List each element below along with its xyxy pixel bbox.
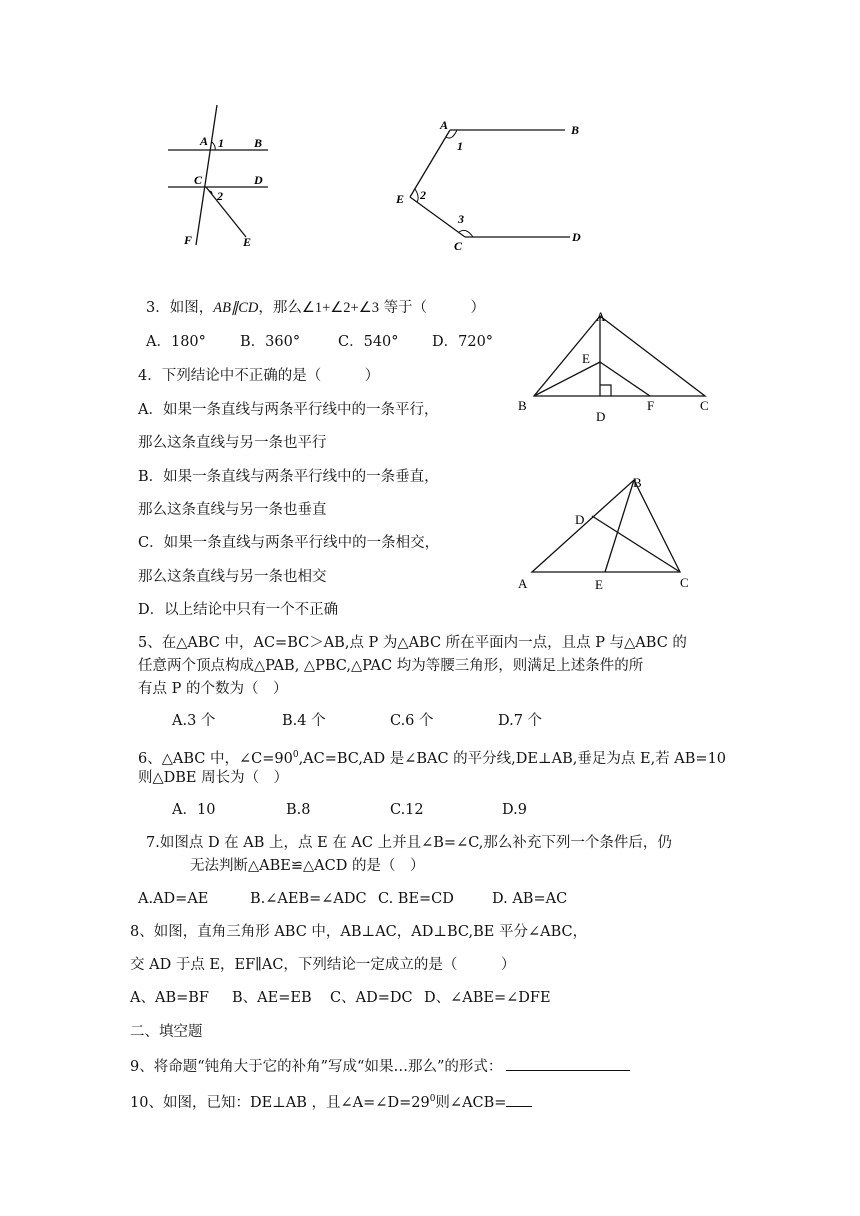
q6-option-d: D.9	[502, 802, 527, 818]
q5-option-b: B.4 个	[282, 713, 326, 729]
label-E: E	[396, 192, 405, 206]
q4-line-6: 那么这条直线与另一条也相交	[138, 569, 327, 585]
label-B: B	[571, 123, 580, 137]
q3-stem-mid: ，那么	[258, 300, 302, 316]
label-1: 1	[218, 136, 224, 150]
q5-option-d: D.7 个	[498, 713, 543, 729]
q8-option-d: D、∠ABE=∠DFE	[424, 990, 551, 1006]
figure-zigzag-parallel	[390, 115, 600, 255]
q3-option-b: B．360°	[240, 334, 301, 350]
question-5-line-1: 5、在△ABC 中，AC=BC＞AB,点 P 为△ABC 所在平面内一点，且点 P 与△ABC 的	[138, 635, 687, 651]
question-7-line-1: 7.如图点 D 在 AB 上，点 E 在 AC 上并且∠B=∠C,那么补充下列一个条件后，仍	[146, 835, 672, 851]
label-D: D	[254, 173, 263, 187]
q10-answer-blank[interactable]	[506, 1092, 532, 1107]
label-A: A	[596, 309, 606, 324]
q6-option-a: A．10	[172, 802, 216, 818]
q4-line-3: B．如果一条直线与两条平行线中的一条垂直，	[138, 469, 439, 485]
question-3-stem	[146, 298, 485, 318]
label-C: C	[680, 575, 689, 590]
question-6-line-2: 则△DBE 周长为（ ）	[138, 770, 289, 786]
label-B: B	[633, 475, 642, 490]
question-6-line-1	[138, 745, 726, 769]
label-E: E	[595, 577, 603, 592]
q3-math-parallel: AB∥CD	[213, 300, 259, 316]
question-9	[130, 1056, 630, 1077]
question-10	[130, 1089, 532, 1113]
q8-option-b: B、AE=EB	[232, 990, 312, 1006]
q7-option-a: A.AD=AE	[138, 891, 209, 907]
q3-option-c: C．540°	[338, 334, 399, 350]
q3-option-d: D．720°	[432, 334, 494, 350]
q4-line-2: 那么这条直线与另一条也平行	[138, 435, 327, 451]
label-F: F	[647, 398, 655, 413]
q7-option-d: D. AB=AC	[492, 891, 568, 907]
label-E: E	[243, 235, 252, 249]
label-D: D	[575, 512, 585, 527]
question-8-line-1: 8、如图，直角三角形 ABC 中，AB⊥AC，AD⊥BC,BE 平分∠ABC，	[130, 924, 588, 940]
q8-option-a: A、AB=BF	[130, 990, 209, 1006]
question-5-line-3: 有点 P 的个数为（ ）	[138, 681, 288, 697]
q6-degree-sup: 0	[292, 750, 299, 760]
q3-option-a: A．180°	[146, 334, 206, 350]
figure-triangle-cross	[510, 470, 710, 595]
label-C: C	[700, 398, 709, 413]
q3-stem-prefix: 3．如图，	[146, 300, 214, 316]
label-B: B	[518, 398, 527, 413]
question-7-line-2: 无法判断△ABE≌△ACD 的是（ ）	[190, 858, 425, 874]
q6-option-b: B.8	[286, 802, 311, 818]
q8-option-c: C、AD=DC	[330, 990, 413, 1006]
label-F: F	[184, 233, 193, 247]
q6-line1-prefix: 6、△ABC 中，∠C=90	[138, 750, 293, 767]
figure-right-triangle	[510, 300, 725, 430]
label-D: D	[596, 409, 606, 424]
q10-prefix: 10、如图，已知：DE⊥AB ，且∠A=∠D=29	[130, 1094, 430, 1111]
q10-suffix: 则∠ACB=	[435, 1094, 507, 1111]
label-A: A	[200, 134, 209, 148]
q7-option-b: B.∠AEB=∠ADC	[250, 891, 367, 907]
label-2: 2	[420, 188, 426, 202]
label-C: C	[454, 239, 463, 253]
label-B: B	[254, 136, 263, 150]
q7-option-c: C. BE=CD	[378, 891, 454, 907]
q4-line-4: 那么这条直线与另一条也垂直	[138, 502, 327, 518]
label-1: 1	[457, 139, 463, 153]
q10-degree-sup: 0	[429, 1094, 436, 1104]
question-4-stem: 4．下列结论中不正确的是（ ）	[138, 368, 380, 384]
q6-line1-suffix: ,AC=BC,AD 是∠BAC 的平分线,DE⊥AB,垂足为点 E,若 AB=10	[298, 750, 727, 767]
q5-option-c: C.6 个	[390, 713, 434, 729]
q3-stem-suffix: 等于（ ）	[383, 300, 486, 316]
q3-math-angles: ∠1+∠2+∠3	[301, 300, 379, 316]
q9-answer-blank[interactable]	[506, 1056, 630, 1071]
q5-option-a: A.3 个	[172, 713, 216, 729]
q4-line-1: A．如果一条直线与两条平行线中的一条平行，	[138, 402, 439, 418]
label-C: C	[194, 173, 203, 187]
label-3: 3	[458, 212, 464, 226]
label-2: 2	[217, 189, 223, 203]
label-E: E	[582, 351, 590, 366]
q4-line-5: C．如果一条直线与两条平行线中的一条相交，	[138, 535, 440, 551]
question-5-line-2: 任意两个顶点构成△PAB, △PBC,△PAC 均为等腰三角形，则满足上述条件的所	[138, 658, 644, 674]
q4-line-7: D．以上结论中只有一个不正确	[138, 602, 339, 618]
figure-parallel-lines	[160, 100, 280, 260]
section-fill-in-heading: 二、填空题	[130, 1024, 203, 1040]
q6-option-c: C.12	[390, 802, 424, 818]
label-D: D	[572, 230, 581, 244]
question-8-line-2: 交 AD 于点 E，EF∥AC，下列结论一定成立的是（ ）	[130, 957, 516, 973]
label-A: A	[518, 576, 528, 591]
label-A: A	[440, 118, 449, 132]
q9-text: 9、将命题“钝角大于它的补角”写成“如果…那么”的形式：	[130, 1059, 503, 1075]
